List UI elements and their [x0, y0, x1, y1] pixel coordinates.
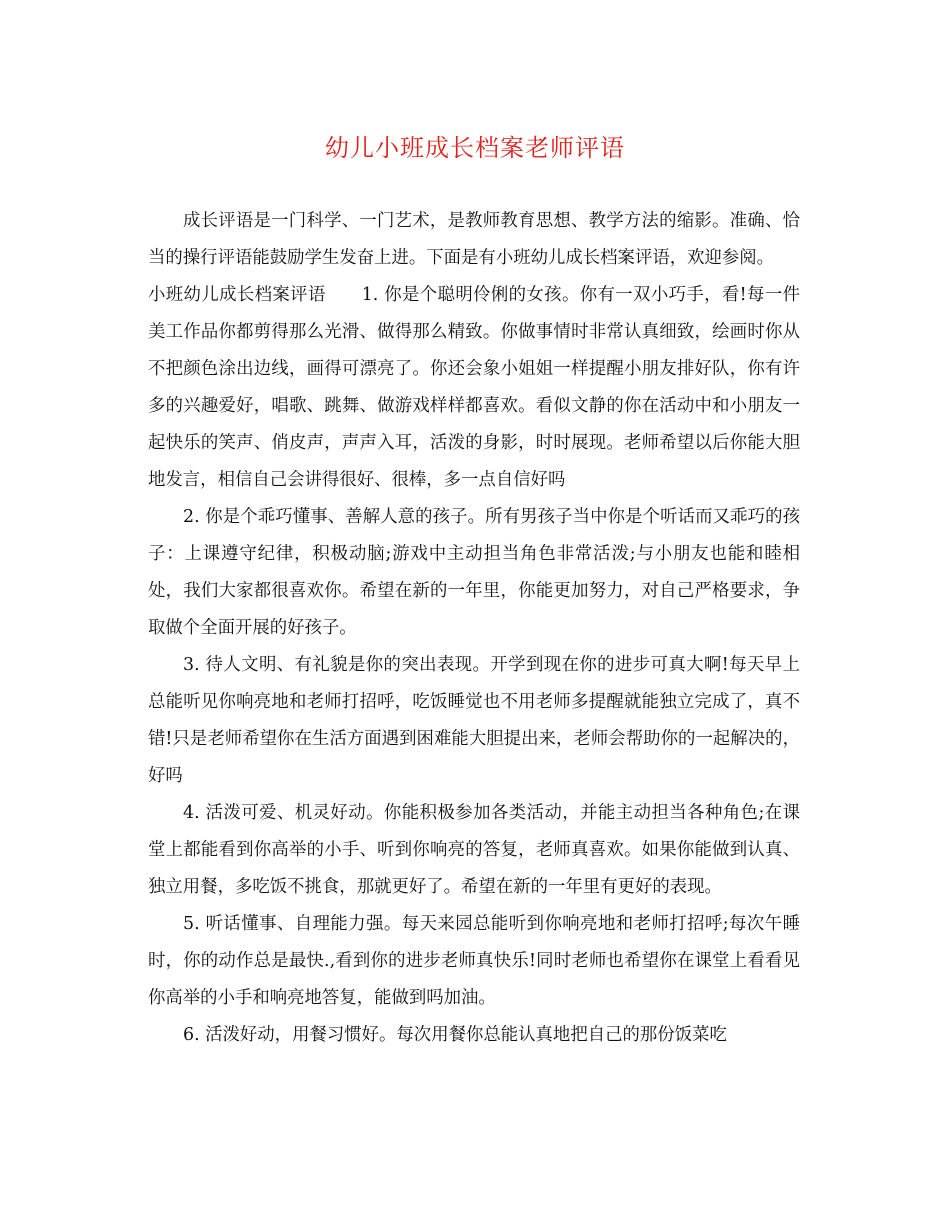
document-title: 幼儿小班成长档案老师评语: [325, 134, 625, 162]
comment-paragraph-2: 2. 你是个乖巧懂事、善解人意的孩子。所有男孩子当中你是个听话而又乖巧的孩子：上课遵守纪律，积极动脑;游戏中主动担当角色非常活泼;与小朋友也能和睦相处，我们大家都很喜欢你。希望在新的一年里，你能更加努力，对自己严格要求，争取做个全面开展的好孩子。: [148, 507, 800, 638]
first-entry-paragraph: [148, 277, 800, 499]
document-body: [148, 203, 800, 1054]
comment-paragraph-1: 1. 你是个聪明伶俐的女孩。你有一双小巧手，看!每一件美工作品你都剪得那么光滑、做得那么精致。你做事情时非常认真细致，绘画时你从不把颜色涂出边线，画得可漂亮了。你还会象小姐姐一样提醒小朋友排好队，你有许多的兴趣爱好，唱歌、跳舞、做游戏样样都喜欢。看似文静的你在活动中和小朋友一起快乐的笑声、俏皮声，声声入耳，活泼的身影，时时展现。老师希望以后你能大胆地发言，相信自己会讲得很好、很棒，多一点自信好吗: [148, 285, 800, 490]
comment-paragraph-4: 4. 活泼可爱、机灵好动。你能积极参加各类活动，并能主动担当各种角色;在课堂上都能看到你高举的小手、听到你响亮的答复，老师真喜欢。如果你能做到认真、独立用餐，多吃饭不挑食，那就更好了。希望在新的一年里有更好的表现。: [148, 803, 800, 897]
section-heading: 小班幼儿成长档案评语: [148, 285, 326, 305]
comment-paragraph-5: 5. 听话懂事、自理能力强。每天来园总能听到你响亮地和老师打招呼;每次午睡时，你的动作总是最快.,看到你的进步老师真快乐!同时老师也希望你在课堂上看看见你高举的小手和响亮地答复，能做到吗加油。: [148, 914, 800, 1008]
comment-paragraph-3: 3. 待人文明、有礼貌是你的突出表现。开学到现在你的进步可真大啊!每天早上总能听见你响亮地和老师打招呼，吃饭睡觉也不用老师多提醒就能独立完成了，真不错!只是老师希望你在生活方面遇到困难能大胆提出来，老师会帮助你的一起解决的，好吗: [148, 655, 800, 786]
intro-paragraph: 成长评语是一门科学、一门艺术，是教师教育思想、教学方法的缩影。准确、恰当的操行评语能鼓励学生发奋上进。下面是有小班幼儿成长档案评语，欢迎参阅。: [148, 211, 800, 268]
comment-paragraph-6: 6. 活泼好动，用餐习惯好。每次用餐你总能认真地把自己的那份饭菜吃: [183, 1025, 727, 1045]
